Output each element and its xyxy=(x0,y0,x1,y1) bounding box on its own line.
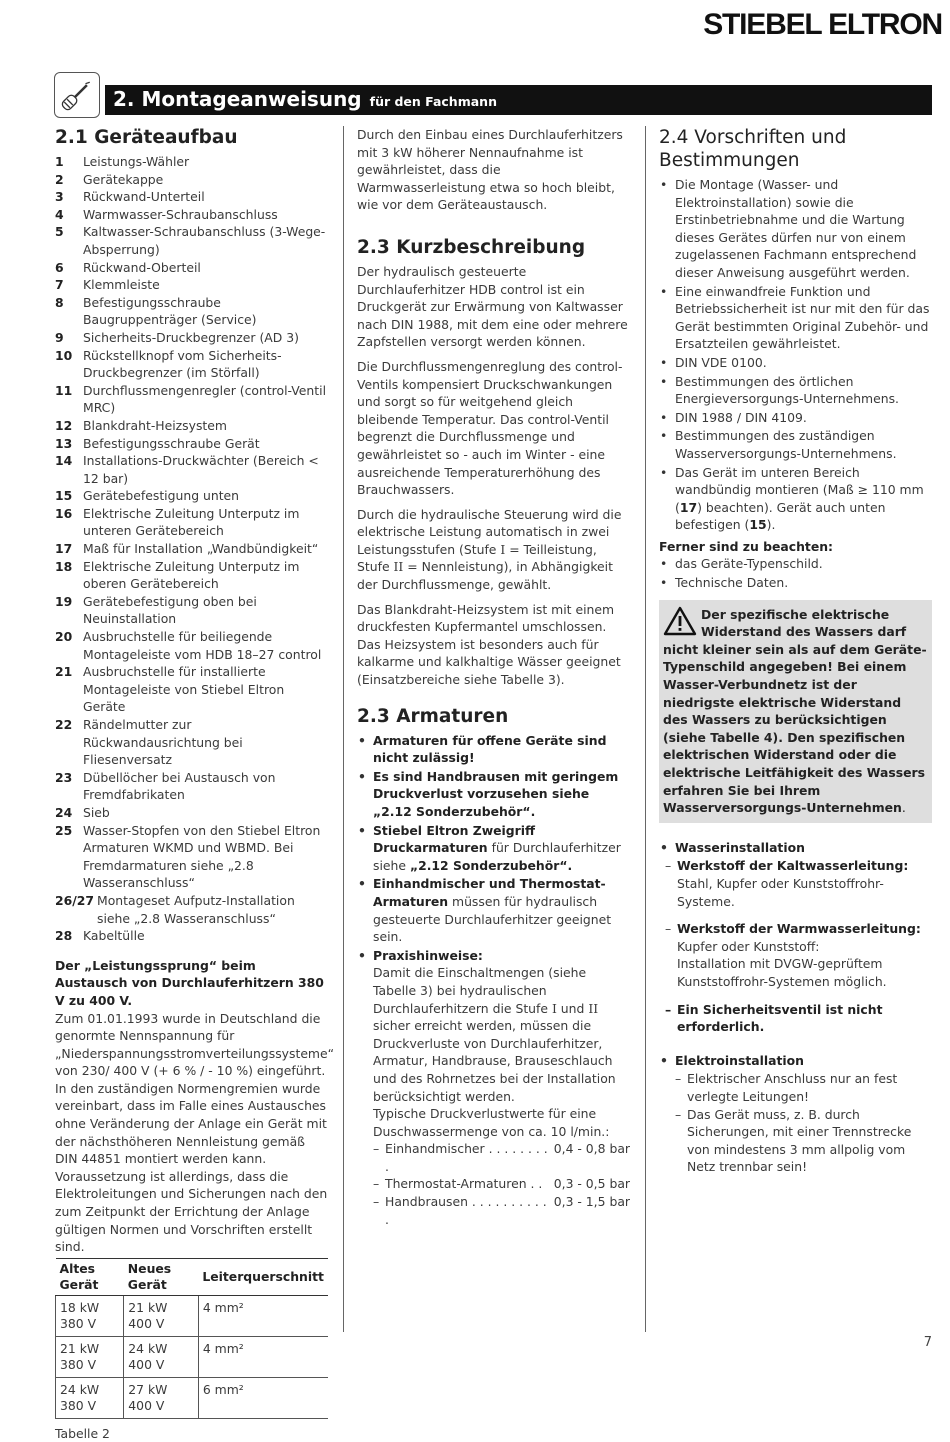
item-number: 12 xyxy=(55,417,73,433)
jump-text: Zum 01.01.1993 wurde in Deutschland die genormte Nennspannung für „Niederspannungsstromverteilungssysteme“ von 230/ 400 V (+ 6 % / - 10 %) eingeführt. In den zuständigen Normengremien wurde vereinbart, dass im Falle eines Austausches ohne Veränderung der Anlage ein Gerät mit der nächsthöheren Nennleistung gemäß DIN 44851 montiert werden kann. Voraussetzung ist allerdings, dass die Elektroleitungen und Sicherungen nach den zum Zeitpunkt der Errichtung der Anlage gültigen Normen und Vorschriften erstellt sind. xyxy=(55,1010,335,1255)
item-number: 26/27 xyxy=(55,892,95,908)
list-item xyxy=(55,487,330,505)
list-item: • Technische Daten. xyxy=(659,574,932,592)
page-number: 7 xyxy=(923,1335,932,1350)
heading-vorschriften: 2.4 Vorschriften und Bestimmungen xyxy=(659,127,847,171)
pressure-list xyxy=(373,1140,630,1228)
kurz-paragraph-4: Das Blankdraht-Heizsystem ist mit einem druckfesten Kupfermantel umschlossen. Das Heizsystem ist besonders auch für kalkarme und kalkhaltige Wässer geeignet (Einsatzbereiche siehe Tabelle 3). xyxy=(357,601,621,688)
item-text: Elektrische Zuleitung Unterputz im unteren Gerätebereich xyxy=(83,505,300,539)
item-text: Installations-Druckwächter (Bereich < 12 bar) xyxy=(83,453,319,486)
list-item xyxy=(55,593,330,628)
column-divider-2 xyxy=(645,126,646,1332)
item-text: Ausbruchstelle für beiliegende Montageleiste vom HDB 18–27 control xyxy=(83,629,322,662)
pressure-label: – Thermostat-Armaturen . . xyxy=(385,1176,543,1192)
item-text: Warmwasser-Schraubanschluss xyxy=(83,206,278,222)
item-text: Kabeltülle xyxy=(83,928,145,944)
list-item: • Es sind Handbrausen mit geringem Druckverlust vorzusehen siehe „2.12 Sonderzubehör“. xyxy=(357,768,630,821)
table-cell: 4 mm² xyxy=(198,1295,328,1336)
list-item: • das Geräte-Typenschild. xyxy=(659,555,932,573)
item-number: 14 xyxy=(55,453,73,469)
list-item xyxy=(55,188,330,206)
item-text: Montageset Aufputz-Installation siehe „2.8 Wasseranschluss“ xyxy=(97,892,295,926)
item-text: Dübellöcher bei Austausch von Fremdfabrikaten xyxy=(83,769,276,803)
warning-text: Der spezifische elektrische Widerstand des Wassers darf nicht kleiner sein als auf dem Geräte-Typenschild angegeben! Bei einem Wasser-Verbundnetz ist der niedrigste elektrische Widerstand des Wassers zu berücksichtigen (siehe Tabelle 4). Den spezifischen elektrischen Widerstand oder die elektrische Leitfähigkeit des Wassers erfahren Sie bei Ihrem Wasserversorgungs-Unternehmen xyxy=(663,606,927,816)
warning-box: Der spezifische elektrische Widerstand des Wassers darf nicht kleiner sein als auf dem Geräte-Typenschild angegeben! Bei einem Wasser-Verbundnetz ist der niedrigste elektrische Widerstand des Wassers zu berücksichtigen (siehe Tabelle 4). Den spezifischen elektrischen Widerstand oder die elektrische Leitfähigkeit des Wassers erfahren Sie bei Ihrem Wasserversorgungs-Unternehmen. xyxy=(659,600,932,823)
item-text: Sicherheits-Druckbegrenzer (AD 3) xyxy=(83,329,299,345)
item-text: Klemmleiste xyxy=(83,277,160,293)
item-number: 5 xyxy=(55,224,64,240)
item-text: Gerätebefestigung oben bei Neuinstallation xyxy=(83,593,257,627)
column-2 xyxy=(357,126,630,1229)
list-item: – Elektrischer Anschluss nur an fest verlegte Leitungen! xyxy=(675,1070,932,1105)
column-divider-1 xyxy=(343,126,344,1332)
list-item: • Bestimmungen des zuständigen Wasserversorgungs-Unternehmens. xyxy=(659,427,932,462)
list-item xyxy=(55,892,330,927)
screwdriver-icon xyxy=(54,72,100,118)
parts-list xyxy=(55,153,330,945)
item-text: Befestigungsschraube Baugruppenträger (Service) xyxy=(83,294,257,328)
pressure-label: – Handbrausen . . . . . . . . . . . xyxy=(385,1194,547,1227)
list-item: • Die Montage (Wasser- und Elektroinstallation) sowie die Erstinbetriebnahme und die Wartung dieses Gerätes dürfen nur von einem zugelassenen Fachmann entsprechend dieser Anweisung ausgeführt werden. xyxy=(659,176,932,282)
item-text: Elektrische Zuleitung Unterputz im oberen Gerätebereich xyxy=(83,558,300,592)
table-row xyxy=(56,1295,329,1336)
table-header: Altes Gerät xyxy=(56,1258,124,1295)
item-number: 24 xyxy=(55,804,73,820)
list-item: • Bestimmungen des örtlichen Energieversorgungs-Unternehmens. xyxy=(659,373,932,408)
list-item xyxy=(55,259,330,277)
jump-heading: Der „Leistungssprung“ beim Austausch von Durchlauferhitzern 380 V zu 400 V. xyxy=(55,957,324,1008)
heading-kurzbeschreibung: 2.3 Kurzbeschreibung xyxy=(357,236,586,258)
wasser-section: • Wasserinstallation xyxy=(659,839,932,857)
pressure-label: – Einhandmischer . . . . . . . . . xyxy=(385,1141,548,1174)
pressure-item xyxy=(373,1193,630,1228)
list-item xyxy=(55,153,330,171)
item-text: Kaltwasser-Schraubanschluss (3-Wege-Absperrung) xyxy=(83,224,326,257)
list-item xyxy=(55,505,330,540)
armaturen-list xyxy=(357,732,630,1229)
pressure-item xyxy=(373,1175,630,1193)
item-number: 11 xyxy=(55,382,73,398)
item-text: Durchflussmengenregler (control-Ventil MRC) xyxy=(83,382,327,416)
list-item: • Praxishinweise: Damit die Einschaltmengen (siehe Tabelle 3) bei hydraulischen Durchlauferhitzern die Stufe I und II sicher erreicht werden, müssen die Druckverluste von Durchlauferhitzer, Armatur, Handbrause, Brauseschlauch und des Rohrnetzes bei der Installation berücksichtigt werden. Typische Druckverlustwerte für eine Duschwassermenge von ca. 10 l/min.: – Einhandmischer . . . . . . . . . 0,4 - 0,8 bar – Thermostat-Armaturen . . 0,3 - 0,5 bar – Handbrausen . . . . . . . . . . . 0,3 - 1,5 bar xyxy=(357,947,630,1229)
item-text: Sieb xyxy=(83,804,110,820)
list-item xyxy=(55,628,330,663)
section-title: 2. Montageanweisung xyxy=(113,87,362,111)
column-1 xyxy=(55,126,335,1442)
kurz-paragraph-2: Die Durchflussmengenreglung des control-Ventils kompensiert Druckschwankungen und sorgt so für weitgehend gleich bleibende Temperatur. Das control-Ventil begrenzt die Durchflussmenge und gewährleistet so - auch im Winter - eine ausreichende Temperaturerhöhung des Brauchwassers. xyxy=(357,358,623,498)
item-text: Rändelmutter zur Rückwandausrichtung bei Fliesenversatz xyxy=(83,717,243,768)
list-item xyxy=(55,276,330,294)
list-item xyxy=(55,663,330,716)
pressure-value: 0,4 - 0,8 bar xyxy=(553,1141,630,1157)
elektro-section: • Elektroinstallation xyxy=(659,1052,932,1070)
item-number: 16 xyxy=(55,505,73,521)
list-item: – Werkstoff der Warmwasserleitung: Kupfer oder Kunststoff: Installation mit DVGW-geprüftem Kunststoffrohr-Systemen möglich. xyxy=(665,920,932,990)
item-text: Befestigungsschraube Gerät xyxy=(83,435,260,451)
item-number: 18 xyxy=(55,558,73,574)
item-text: Rückwand-Unterteil xyxy=(83,189,205,205)
item-number: 25 xyxy=(55,822,73,838)
list-item xyxy=(55,716,330,769)
item-number: 28 xyxy=(55,928,73,944)
item-number: 4 xyxy=(55,206,64,222)
list-item: • Armaturen für offene Geräte sind nicht zulässig! xyxy=(357,732,630,767)
item-number: 22 xyxy=(55,717,73,732)
elektro-list xyxy=(675,1070,932,1176)
item-text: Blankdraht-Heizsystem xyxy=(83,417,227,433)
heading-armaturen: 2.3 Armaturen xyxy=(357,705,509,727)
list-item xyxy=(55,329,330,347)
list-item: – Werkstoff der Kaltwasserleitung: Stahl, Kupfer oder Kunststoffrohr-Systeme. xyxy=(665,857,932,910)
item-number: 21 xyxy=(55,664,73,680)
section-title-bar xyxy=(105,85,932,115)
pressure-item xyxy=(373,1140,630,1175)
table-cell: 21 kW 380 V xyxy=(56,1336,124,1377)
list-item: • Einhandmischer und Thermostat-Armaturen müssen für hydraulisch gesteuerte Durchlauferhitzer geeignet sein. xyxy=(357,875,630,945)
list-item xyxy=(55,804,330,822)
table-cell: 21 kW 400 V xyxy=(124,1295,199,1336)
table-row xyxy=(56,1377,329,1418)
item-text: Gerätebefestigung unten xyxy=(83,488,240,504)
list-item: • Das Gerät im unteren Bereich wandbündig montieren (Maß ≥ 110 mm (17) beachten). Gerät auch unten befestigen (15). xyxy=(659,464,932,534)
rules-list xyxy=(659,176,932,463)
item-number: 17 xyxy=(55,541,73,557)
item-number: 19 xyxy=(55,593,73,609)
kurz-paragraph-1: Der hydraulisch gesteuerte Durchlauferhitzer HDB control ist ein Druckgerät zur Erwärmung von Kaltwasser nach DIN 1988, mit dem eine oder mehrere Zapfstellen versorgt werden können. xyxy=(357,263,628,350)
item-text: Leistungs-Wähler xyxy=(83,154,190,169)
list-item xyxy=(55,435,330,453)
column-3 xyxy=(659,126,932,1176)
list-item: – Das Gerät muss, z. B. durch Sicherungen, mit einer Trennstrecke von mindestens 3 mm allpolig vom Netz trennbar sein! xyxy=(675,1106,932,1176)
item-number: 15 xyxy=(55,488,73,504)
item-number: 2 xyxy=(55,171,64,187)
pressure-value: 0,3 - 1,5 bar xyxy=(553,1194,630,1210)
ferner-heading: Ferner sind zu beachten: xyxy=(659,538,834,554)
table-cell: 24 kW 400 V xyxy=(124,1336,199,1377)
table-cell: 4 mm² xyxy=(198,1336,328,1377)
list-item xyxy=(55,769,330,804)
list-item: • DIN VDE 0100. xyxy=(659,354,932,372)
item-number: 10 xyxy=(55,347,73,363)
item-number: 7 xyxy=(55,277,64,293)
list-item xyxy=(55,382,330,417)
list-item xyxy=(55,223,330,258)
heading-geraeteaufbau: 2.1 Geräteaufbau xyxy=(55,127,238,148)
item-text: Ausbruchstelle für installierte Montageleiste von Stiebel Eltron Geräte xyxy=(83,664,285,715)
table-cell: 24 kW 380 V xyxy=(56,1377,124,1418)
list-item xyxy=(55,171,330,189)
item-text: Maß für Installation „Wandbündigkeit“ xyxy=(83,541,319,557)
list-item xyxy=(55,558,330,593)
list-item xyxy=(55,417,330,435)
list-item: • Stiebel Eltron Zweigriff Druckarmaturen für Durchlauferhitzer siehe „2.12 Sonderzubehör“. xyxy=(357,822,630,875)
brand-logo: STIEBEL ELTRON xyxy=(703,8,942,41)
item-number: 20 xyxy=(55,629,73,645)
item-text: Wasser-Stopfen von den Stiebel Eltron Armaturen WKMD und WBMD. Bei Fremdarmaturen siehe „2.8 Wasseranschluss“ xyxy=(83,822,321,891)
list-item xyxy=(55,206,330,224)
table-cell: 6 mm² xyxy=(198,1377,328,1418)
item-text: Gerätekappe xyxy=(83,171,164,187)
list-item xyxy=(55,927,330,945)
kurz-paragraph-3: Durch die hydraulische Steuerung wird die elektrische Leistung automatisch in zwei Leistungsstufen (Stufe I = Teilleistung, Stufe II = Nennleistung), in Abhängigkeit der Durchflussmenge, gewählt. xyxy=(357,506,622,593)
list-item: – Ein Sicherheitsventil ist nicht erforderlich. xyxy=(665,1001,932,1036)
list-item xyxy=(55,452,330,487)
table-cell: 27 kW 400 V xyxy=(124,1377,199,1418)
list-item: • Eine einwandfreie Funktion und Betriebssicherheit ist nur mit den für das Gerät bestimmten Original Zubehör- und Ersatzteilen gewährleistet. xyxy=(659,283,932,353)
item-number: 3 xyxy=(55,189,64,205)
warning-icon xyxy=(663,606,697,636)
table-caption: Tabelle 2 xyxy=(55,1425,110,1441)
list-item xyxy=(55,347,330,382)
table-header: Leiterquerschnitt xyxy=(198,1258,328,1295)
cable-table xyxy=(55,1258,328,1419)
table-row xyxy=(56,1336,329,1377)
item-text: Rückwand-Oberteil xyxy=(83,259,201,275)
list-item xyxy=(55,822,330,892)
section-subtitle: für den Fachmann xyxy=(369,94,497,109)
table-header: Neues Gerät xyxy=(124,1258,199,1295)
list-item xyxy=(55,540,330,558)
list-item xyxy=(55,294,330,329)
list-item: • DIN 1988 / DIN 4109. xyxy=(659,409,932,427)
item-number: 9 xyxy=(55,329,64,345)
ferner-list xyxy=(659,555,932,591)
item-number: 8 xyxy=(55,294,64,310)
item-number: 23 xyxy=(55,769,73,785)
item-number: 6 xyxy=(55,259,64,275)
item-number: 1 xyxy=(55,154,64,169)
item-text: Rückstellknopf vom Sicherheits-Druckbegrenzer (im Störfall) xyxy=(83,347,282,381)
intro-text: Durch den Einbau eines Durchlauferhitzers mit 3 kW höherer Nennaufnahme ist gewährleistet, dass die Warmwasserleistung etwa so hoch bleibt, wie vor dem Geräteaustausch. xyxy=(357,127,623,213)
item-number: 13 xyxy=(55,435,73,451)
table-cell: 18 kW 380 V xyxy=(56,1295,124,1336)
pressure-value: 0,3 - 0,5 bar xyxy=(553,1176,630,1192)
